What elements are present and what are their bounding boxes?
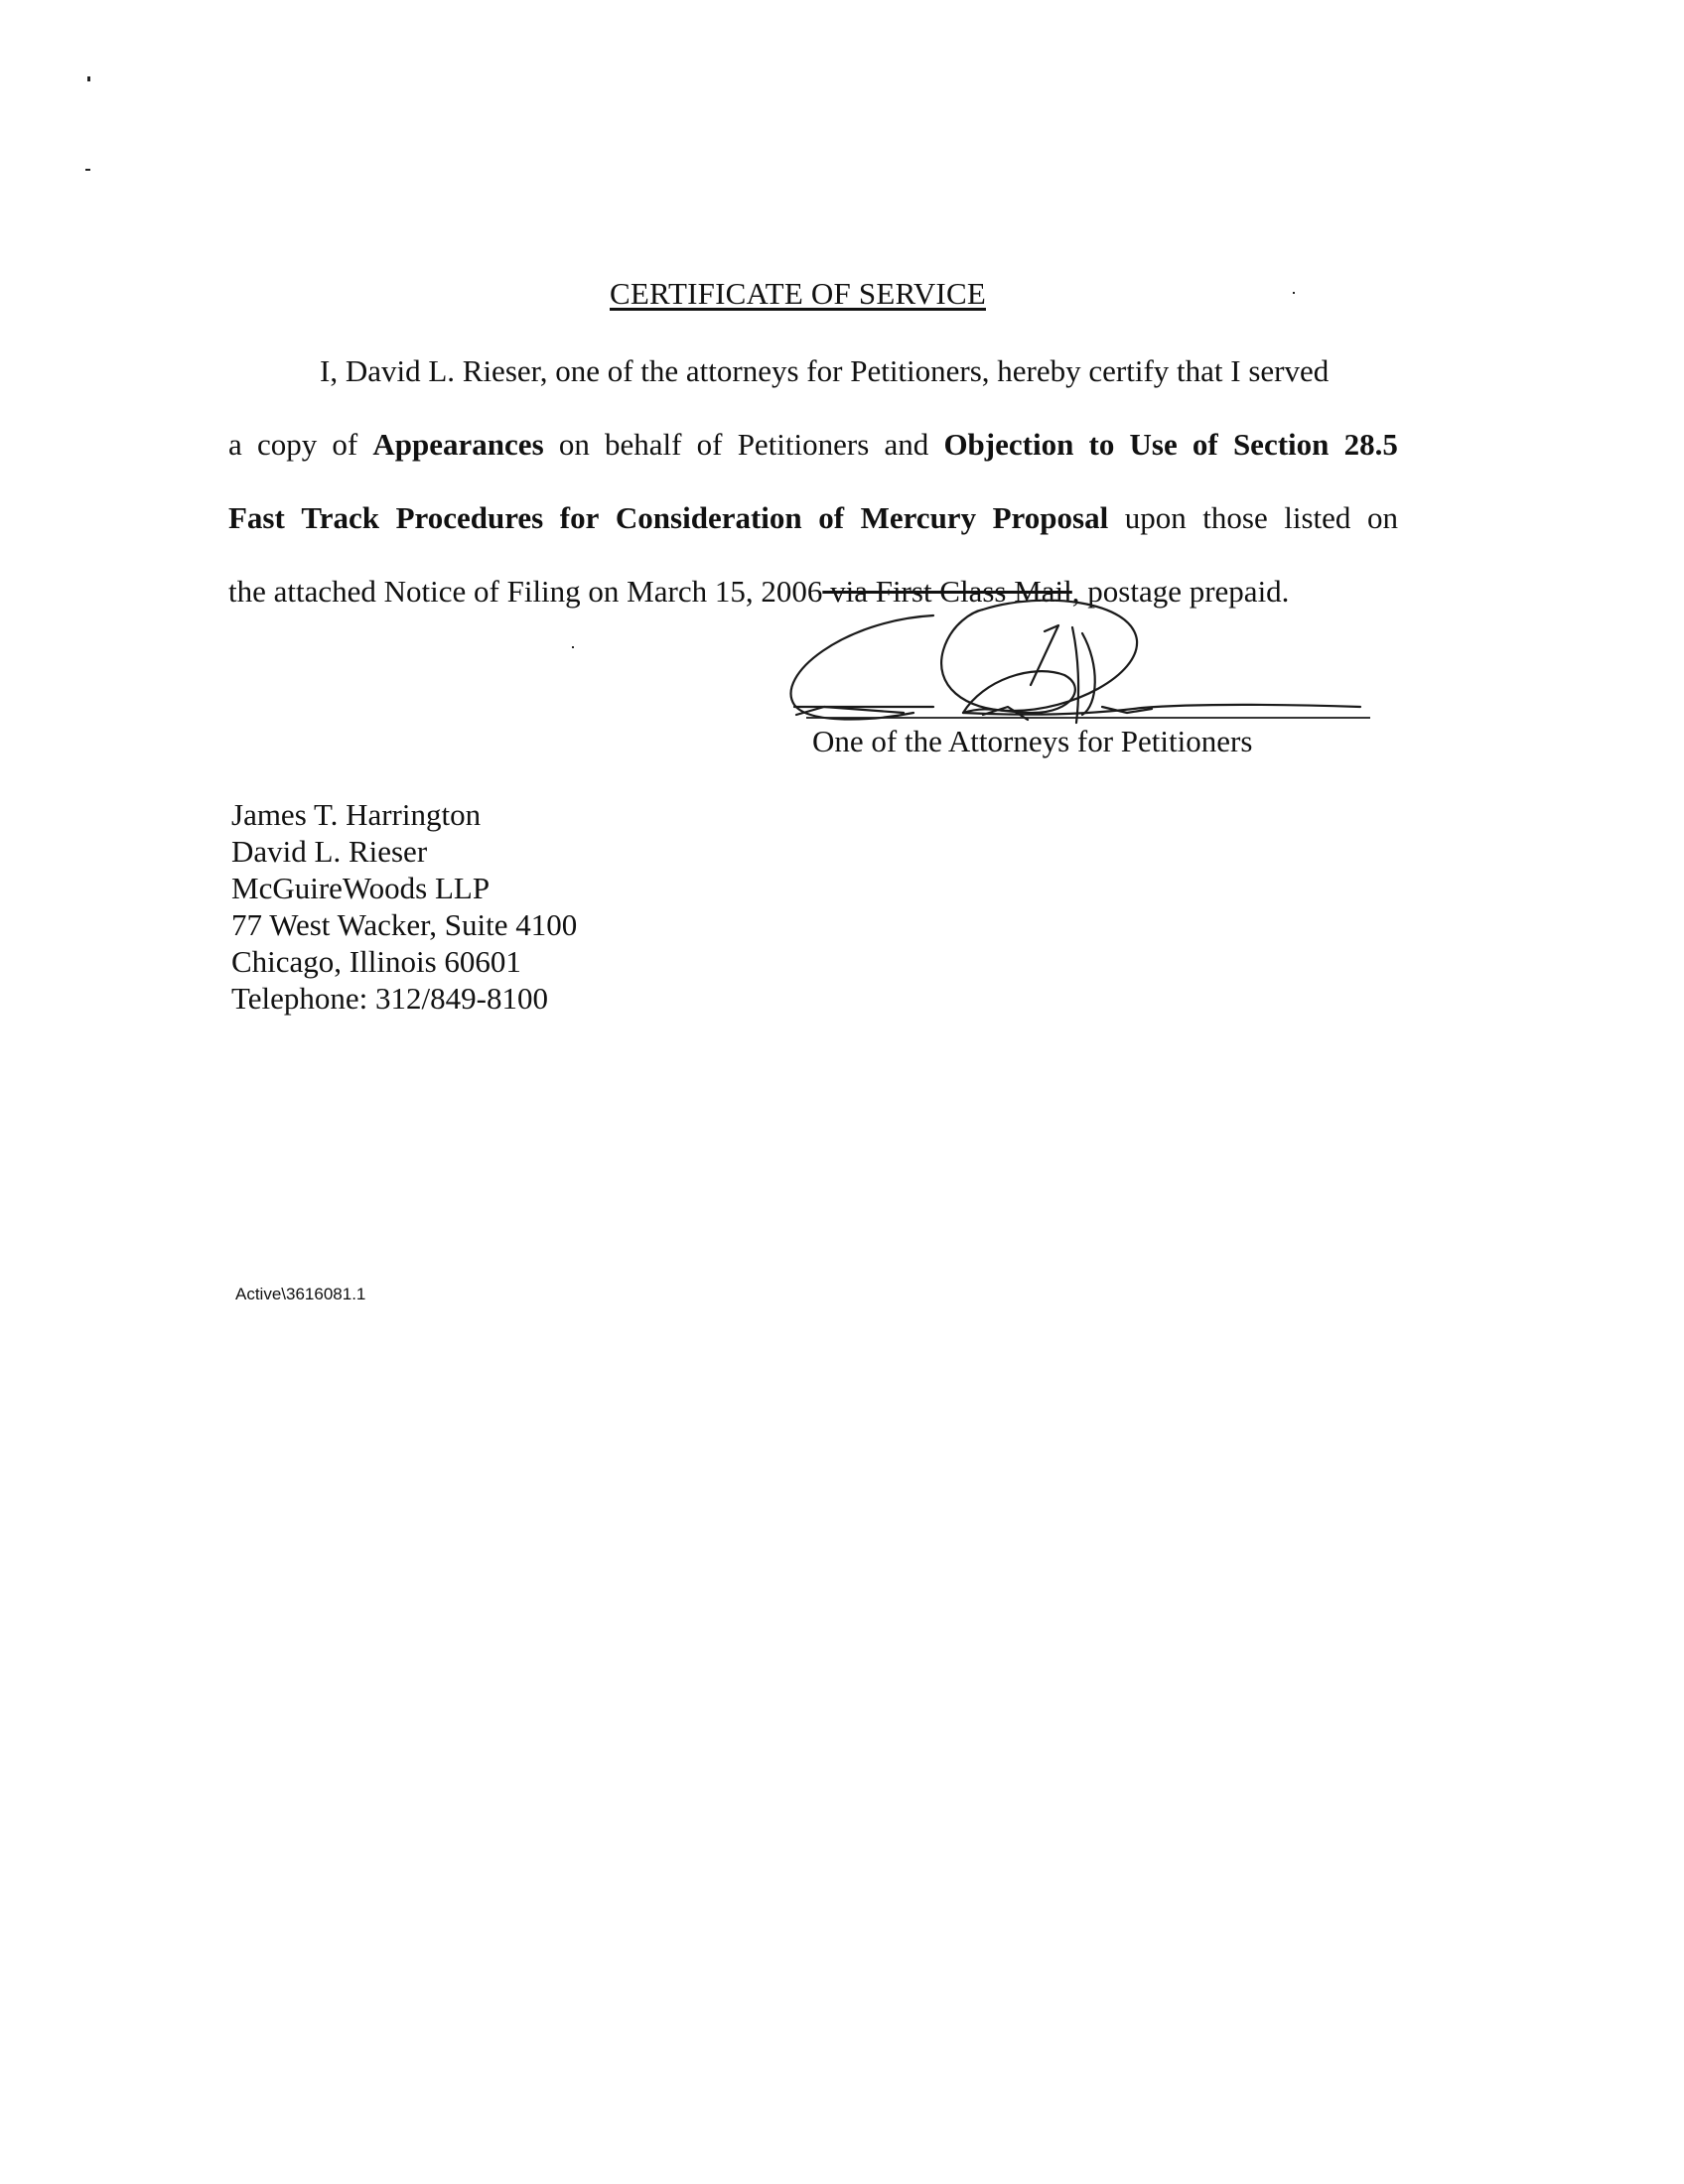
objection-title-word: 28.5 bbox=[1343, 427, 1398, 462]
scan-speck bbox=[572, 646, 574, 648]
signature-caption: One of the Attorneys for Petitioners bbox=[812, 724, 1253, 758]
body-word: of bbox=[332, 427, 358, 462]
body-word: Petitioners bbox=[737, 427, 870, 462]
address-block bbox=[231, 796, 577, 1017]
body-word: and bbox=[884, 427, 929, 462]
objection-title-word: Objection bbox=[943, 427, 1074, 462]
body-line-2 bbox=[228, 425, 1398, 465]
body-word: listed bbox=[1284, 500, 1351, 535]
objection-title-word: Use bbox=[1129, 427, 1178, 462]
body-word: of bbox=[696, 427, 723, 462]
page-title: CERTIFICATE OF SERVICE bbox=[610, 276, 986, 311]
postage-text: , postage prepaid. bbox=[1071, 574, 1290, 609]
objection-title-word: of bbox=[1192, 427, 1218, 462]
document-id: Active\3616081.1 bbox=[235, 1285, 366, 1303]
objection-title-word: Fast bbox=[228, 500, 285, 535]
scan-speck bbox=[87, 76, 90, 81]
objection-title-word: of bbox=[818, 500, 845, 535]
street-address: 77 West Wacker, Suite 4100 bbox=[231, 907, 578, 942]
attorney-name: David L. Rieser bbox=[231, 834, 428, 869]
body-line-1 bbox=[320, 351, 1329, 391]
body-word: a bbox=[228, 427, 242, 462]
objection-title-word: Track bbox=[301, 500, 380, 535]
objection-title-word: to bbox=[1088, 427, 1115, 462]
city-state-zip: Chicago, Illinois 60601 bbox=[231, 944, 521, 979]
document-title-appearances: Appearances bbox=[372, 427, 544, 462]
objection-title-word: Consideration bbox=[615, 500, 802, 535]
telephone: Telephone: 312/849-8100 bbox=[231, 981, 548, 1016]
objection-title-word: Section bbox=[1232, 427, 1330, 462]
body-word: those bbox=[1202, 500, 1268, 535]
scan-speck bbox=[85, 169, 90, 171]
objection-title-word: Proposal bbox=[992, 500, 1109, 535]
scan-speck bbox=[1293, 292, 1295, 294]
body-word: on bbox=[558, 427, 590, 462]
body-text: I, David L. Rieser, one of the attorneys for Petitioners, hereby certify that I served bbox=[320, 353, 1330, 388]
objection-title-word: for bbox=[559, 500, 600, 535]
body-word: copy bbox=[256, 427, 318, 462]
body-word: on bbox=[1366, 500, 1398, 535]
firm-name: McGuireWoods LLP bbox=[231, 871, 491, 905]
objection-title-word: Mercury bbox=[860, 500, 977, 535]
attorney-name: James T. Harrington bbox=[231, 797, 482, 832]
body-word: behalf bbox=[605, 427, 682, 462]
body-word: upon bbox=[1124, 500, 1187, 535]
service-date-text: the attached Notice of Filing on March 15, 2006 bbox=[228, 574, 823, 609]
objection-title-word: Procedures bbox=[395, 500, 544, 535]
body-line-3 bbox=[228, 498, 1398, 538]
struck-delivery-method: via First Class Mail bbox=[822, 574, 1072, 609]
